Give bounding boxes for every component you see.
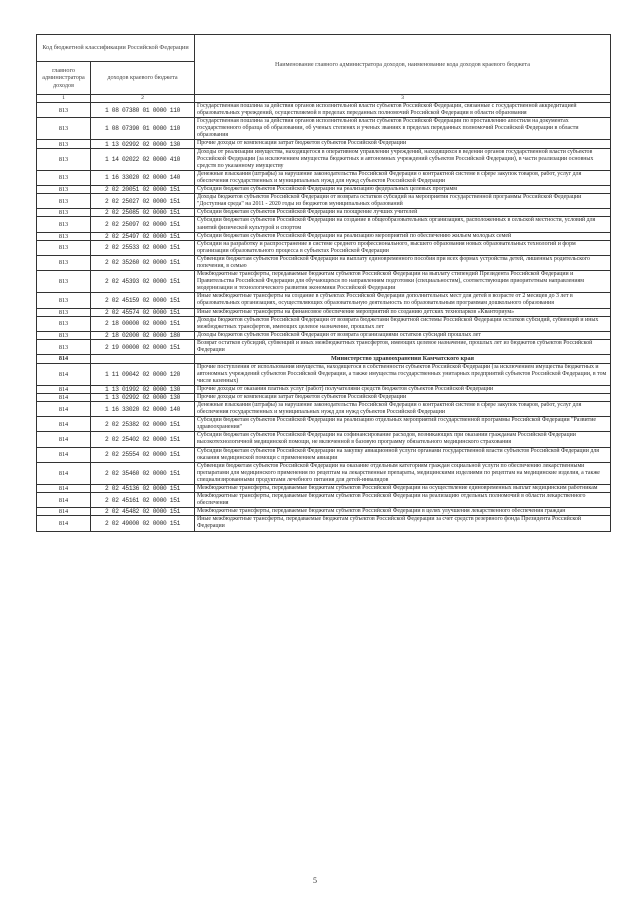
table-row — [37, 447, 611, 462]
revenue-code: 1 16 33020 02 0000 140 — [91, 170, 195, 185]
revenue-name: Субвенции бюджетам субъектов Российской Федерации на оказание отдельным категориям граждан социальной услуги по обеспечению лекарственными препаратами для медицинского применения по рецептам на лекарственные препараты, медицинскими изделиями по рецептам на медицинские изделия, а также специализированными продуктами лечебного питания для детей-инвалидов — [195, 462, 611, 484]
revenue-code: 2 02 25097 02 0000 151 — [91, 217, 195, 232]
revenue-code: 2 02 45574 02 0000 151 — [91, 308, 195, 316]
revenue-code: 2 02 25382 02 0000 151 — [91, 417, 195, 432]
admin-code: 813 — [37, 209, 91, 217]
revenue-name: Прочие доходы от оказания платных услуг (работ) получателями средств бюджетов субъектов Российской Федерации — [195, 385, 611, 393]
table-row — [37, 255, 611, 270]
revenue-code: 2 02 45159 02 0000 151 — [91, 293, 195, 308]
section-admin-code: 814 — [37, 355, 91, 363]
table-row — [37, 209, 611, 217]
revenue-name: Межбюджетные трансферты, передаваемые бюджетам субъектов Российской Федерации на выплату стипендий Президента Российской Федерации и Правительства Российской Федерации для обучающихся по направлениям подготовки (специальностям), соответствующим приоритетным направлениям модернизации и технологического развития экономики Российской Федерации — [195, 271, 611, 293]
revenue-code: 1 16 33020 02 0000 140 — [91, 401, 195, 416]
revenue-code: 2 02 25027 02 0000 151 — [91, 194, 195, 209]
revenue-name: Межбюджетные трансферты, передаваемые бюджетам субъектов Российской Федерации в целях улучшения лекарственного обеспечения граждан — [195, 508, 611, 516]
revenue-code: 2 19 00000 02 0000 151 — [91, 339, 195, 354]
admin-code: 813 — [37, 217, 91, 232]
page-number: 5 — [313, 876, 317, 885]
revenue-classification-table — [36, 34, 611, 532]
revenue-name: Иные межбюджетные трансферты на финансовое обеспечение мероприятий по созданию детских технопарков «Кванториум» — [195, 308, 611, 316]
table-row — [37, 148, 611, 170]
revenue-name: Денежные взыскания (штрафы) за нарушение законодательства Российской Федерации о контрактной системе в сфере закупок товаров, работ, услуг для обеспечения государственных и муниципальных нужд для нужд субъектов Российской Федерации — [195, 170, 611, 185]
table-row — [37, 462, 611, 484]
table-row — [37, 186, 611, 194]
revenue-name: Иные межбюджетные трансферты, передаваемые бюджетам субъектов Российской Федерации за счет средств резервного фонда Президента Российской Федерации — [195, 516, 611, 531]
revenue-code: 1 13 01992 02 0000 130 — [91, 385, 195, 393]
table-row — [37, 140, 611, 148]
admin-column-header: главного администратора доходов — [37, 62, 91, 95]
admin-code: 814 — [37, 462, 91, 484]
table-row — [37, 217, 611, 232]
revenue-code: 2 02 45136 02 0000 151 — [91, 485, 195, 493]
admin-code: 813 — [37, 148, 91, 170]
table-row — [37, 432, 611, 447]
column-number-1: 1 — [37, 95, 91, 103]
revenue-name: Межбюджетные трансферты, передаваемые бюджетам субъектов Российской Федерации на реализацию отдельных полномочий в области лекарственного обеспечения — [195, 493, 611, 508]
admin-code: 813 — [37, 308, 91, 316]
table-row — [37, 232, 611, 240]
admin-code: 814 — [37, 363, 91, 385]
revenue-name: Доходы бюджетов субъектов Российской Федерации от возврата организациями остатков субсидий прошлых лет — [195, 331, 611, 339]
revenue-code: 1 11 09042 02 0000 120 — [91, 363, 195, 385]
revenue-code: 2 02 25497 02 0000 151 — [91, 232, 195, 240]
revenue-code: 1 13 02992 02 0000 130 — [91, 393, 195, 401]
revenue-code: 2 02 35460 02 0000 151 — [91, 462, 195, 484]
admin-code: 813 — [37, 118, 91, 140]
classification-group-header: Код бюджетной классификации Российской Федерации — [37, 35, 195, 62]
section-title: Министерство здравоохранения Камчатского края — [195, 355, 611, 363]
revenue-name: Субсидии бюджетам субъектов Российской Федерации на закупку авиационной услуги органами государственной власти субъектов Российской Федерации для оказания медицинской помощи с применением авиации — [195, 447, 611, 462]
admin-code: 813 — [37, 316, 91, 331]
table-row — [37, 331, 611, 339]
revenue-name: Субсидии бюджетам субъектов Российской Федерации на поощрение лучших учителей — [195, 209, 611, 217]
revenue-name: Субсидии на разработку и распространение в системе среднего профессионального, высшего образования новых образовательных технологий и форм организации образовательного процесса в субъектах Российской Федерации — [195, 240, 611, 255]
table-row — [37, 385, 611, 393]
admin-code: 814 — [37, 508, 91, 516]
revenue-code: 1 08 07380 01 0000 110 — [91, 103, 195, 118]
table-row — [37, 516, 611, 531]
table-row — [37, 493, 611, 508]
admin-code: 813 — [37, 255, 91, 270]
revenue-code: 1 08 07390 01 0000 110 — [91, 118, 195, 140]
admin-code: 814 — [37, 447, 91, 462]
revenue-name: Возврат остатков субсидий, субвенций и иных межбюджетных трансфертов, имеющих целевое назначение, прошлых лет из бюджетов субъектов Российской Федерации — [195, 339, 611, 354]
revenue-name: Межбюджетные трансферты, передаваемые бюджетам субъектов Российской Федерации на осуществление единовременных выплат медицинским работникам — [195, 485, 611, 493]
admin-code: 813 — [37, 339, 91, 354]
revenue-code: 2 02 45393 02 0000 151 — [91, 271, 195, 293]
table-row — [37, 308, 611, 316]
revenue-name: Субсидии бюджетам субъектов Российской Федерации на создание в общеобразовательных организациях, расположенных в сельской местности, условий для занятий физической культурой и спортом — [195, 217, 611, 232]
admin-code: 813 — [37, 331, 91, 339]
revenue-name: Доходы от реализации имущества, находящегося в оперативном управлении учреждений, находящихся в ведении органов государственной власти субъектов Российской Федерации (за исключением имущества бюджетных и автономных учреждений субъектов Российской Федерации), в части реализации основных средств по указанному имуществу — [195, 148, 611, 170]
table-row — [37, 271, 611, 293]
revenue-name: Прочие доходы от компенсации затрат бюджетов субъектов Российской Федерации — [195, 393, 611, 401]
revenue-code: 2 02 49000 02 0000 151 — [91, 516, 195, 531]
revenue-name: Государственная пошлина за действия органов исполнительной власти субъектов Российской Федерации по проставлению апостиля на документах государственного образца об образовании, об ученых степенях и ученых званиях в пределах переданных полномочий Российской Федерации в области образования — [195, 118, 611, 140]
column-number-3: 3 — [195, 95, 611, 103]
admin-code: 813 — [37, 170, 91, 185]
admin-code: 814 — [37, 401, 91, 416]
name-column-header: Наименование главного администратора доходов, наименование кода доходов краевого бюджета — [195, 35, 611, 95]
revenue-code: 2 02 25554 02 0000 151 — [91, 447, 195, 462]
revenue-column-header: доходов краевого бюджета — [91, 62, 195, 95]
table-row — [37, 417, 611, 432]
revenue-name: Денежные взыскания (штрафы) за нарушение законодательства Российской Федерации о контрактной системе в сфере закупок товаров, работ, услуг для обеспечения государственных и муниципальных нужд для нужд субъектов Российской Федерации — [195, 401, 611, 416]
table-row — [37, 401, 611, 416]
revenue-name: Прочие поступления от использования имущества, находящегося в собственности субъектов Российской Федерации (за исключением имущества бюджетных и автономных учреждений субъектов Российской Федерации, а также имущества государственных унитарных предприятий субъектов Российской Федерации, в том числе казенных) — [195, 363, 611, 385]
table-row — [37, 240, 611, 255]
revenue-code: 2 18 02000 02 0000 180 — [91, 331, 195, 339]
revenue-name: Субсидии бюджетам субъектов Российской Федерации на софинансирование расходов, возникающих при оказании гражданам Российской Федерации высокотехнологичной медицинской помощи, не включенной в базовую программу обязательного медицинского страхования — [195, 432, 611, 447]
revenue-code: 2 18 00000 02 0000 151 — [91, 316, 195, 331]
table-row — [37, 485, 611, 493]
admin-code: 813 — [37, 194, 91, 209]
admin-code: 814 — [37, 485, 91, 493]
admin-code: 813 — [37, 140, 91, 148]
column-number-2: 2 — [91, 95, 195, 103]
admin-code: 814 — [37, 385, 91, 393]
admin-code: 813 — [37, 103, 91, 118]
revenue-name: Субсидии бюджетам субъектов Российской Федерации на реализацию федеральных целевых программ — [195, 186, 611, 194]
revenue-name: Субвенции бюджетам субъектов Российской Федерации на выплату единовременного пособия при всех формах устройства детей, лишенных родительского попечения, в семью — [195, 255, 611, 270]
revenue-code: 2 02 35260 02 0000 151 — [91, 255, 195, 270]
admin-code: 814 — [37, 417, 91, 432]
table-row — [37, 339, 611, 354]
revenue-code: 2 02 20051 02 0000 151 — [91, 186, 195, 194]
revenue-name: Иные межбюджетные трансферты на создание в субъектах Российской Федерации дополнительных мест для детей в возрасте от 2 месяцев до 3 лет в образовательных организациях, осуществляющих образовательную деятельность по образовательным программам дошкольного образования — [195, 293, 611, 308]
admin-code: 813 — [37, 293, 91, 308]
table-row — [37, 508, 611, 516]
revenue-code: 1 14 02022 02 0000 410 — [91, 148, 195, 170]
revenue-code: 2 02 25402 02 0000 151 — [91, 432, 195, 447]
table-row — [37, 393, 611, 401]
table-row — [37, 293, 611, 308]
revenue-name: Прочие доходы от компенсации затрат бюджетов субъектов Российской Федерации — [195, 140, 611, 148]
revenue-code: 2 02 45482 02 0000 151 — [91, 508, 195, 516]
table-row — [37, 316, 611, 331]
admin-code: 813 — [37, 271, 91, 293]
admin-code: 814 — [37, 516, 91, 531]
revenue-classification-table-container — [36, 34, 610, 532]
table-row — [37, 363, 611, 385]
revenue-code: 1 13 02992 02 0000 130 — [91, 140, 195, 148]
admin-code: 813 — [37, 186, 91, 194]
revenue-name: Доходы бюджетов субъектов Российской Федерации от возврата бюджетами бюджетной системы Российской Федерации остатков субсидий, субвенций и иных межбюджетных трансфертов, имеющих целевое назначение, прошлых лет — [195, 316, 611, 331]
table-body — [37, 103, 611, 532]
admin-code: 814 — [37, 493, 91, 508]
table-row — [37, 103, 611, 118]
admin-code: 814 — [37, 393, 91, 401]
table-row — [37, 118, 611, 140]
admin-code: 813 — [37, 240, 91, 255]
section-empty-cell — [91, 355, 195, 363]
revenue-name: Доходы бюджетов субъектов Российской Федерации от возврата остатков субсидий на мероприятия государственной программы Российской Федерации "Доступная среда" на 2011 - 2020 годы из бюджетов муниципальных образований — [195, 194, 611, 209]
table-row — [37, 194, 611, 209]
revenue-name: Субсидии бюджетам субъектов Российской Федерации на реализацию мероприятий по обеспечению жильем молодых семей — [195, 232, 611, 240]
table-row — [37, 170, 611, 185]
revenue-code: 2 02 25085 02 0000 151 — [91, 209, 195, 217]
admin-code: 814 — [37, 432, 91, 447]
revenue-name: Субсидии бюджетам субъектов Российской Федерации на реализацию отдельных мероприятий государственной программы Российской Федерации "Развитие здравоохранения" — [195, 417, 611, 432]
admin-code: 813 — [37, 232, 91, 240]
revenue-name: Государственная пошлина за действия органов исполнительной власти субъектов Российской Федерации, связанные с государственной аккредитацией образовательных учреждений, осуществляемой в пределах переданных полномочий Российской Федерации в области образования — [195, 103, 611, 118]
revenue-code: 2 02 25533 02 0000 151 — [91, 240, 195, 255]
revenue-code: 2 02 45161 02 0000 151 — [91, 493, 195, 508]
section-row — [37, 355, 611, 363]
